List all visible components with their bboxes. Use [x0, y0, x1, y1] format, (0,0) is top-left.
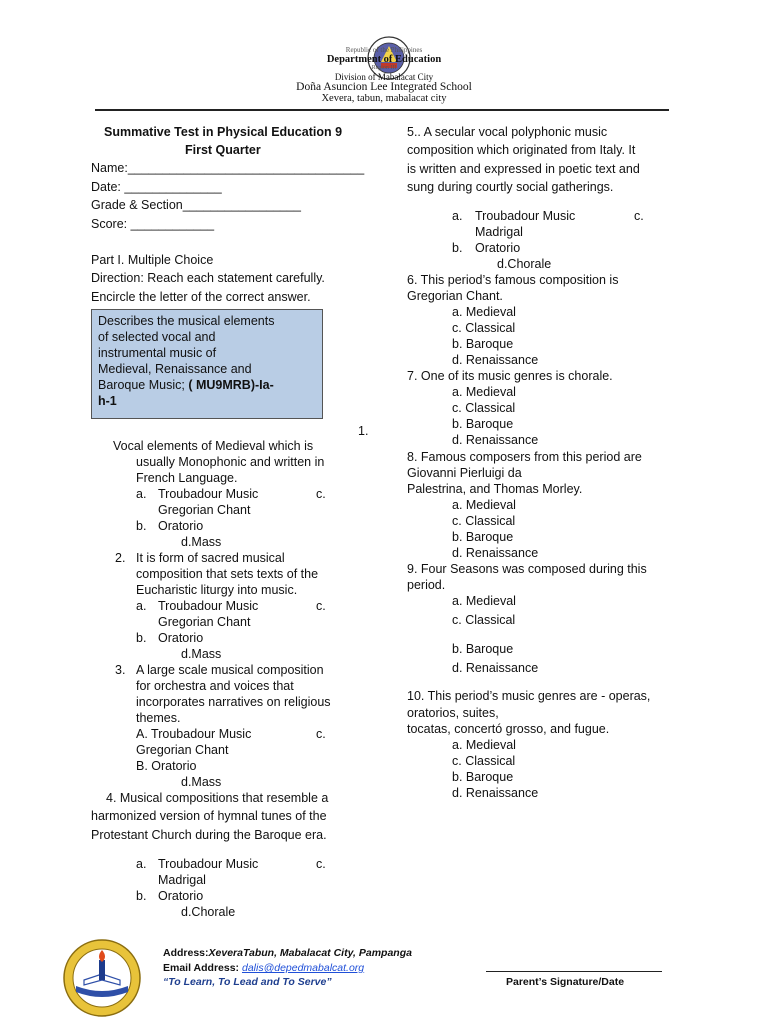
- option-text: Troubadour Music: [158, 487, 259, 501]
- footer-motto: “To Learn, To Lead and To Serve”: [163, 976, 332, 988]
- competency-box: [91, 309, 323, 419]
- date-field: Date: ______________: [91, 180, 222, 194]
- option-text: A. Troubadour Music: [136, 727, 252, 741]
- signature-label: Parent’s Signature/Date: [506, 976, 625, 988]
- question-text: 10. This period’s music genres are - operas,: [407, 689, 651, 703]
- option-text: Oratorio: [158, 889, 204, 903]
- option-text: c. Classical: [452, 754, 516, 768]
- question-text: 5.. A secular vocal polyphonic music: [407, 125, 608, 139]
- option-text: c. Classical: [452, 401, 516, 415]
- option-text: b. Baroque: [452, 337, 514, 351]
- question-text: period.: [407, 578, 446, 592]
- question-text: themes.: [136, 711, 181, 725]
- header-division: Division of Mabalacat City: [334, 72, 434, 82]
- option-letter: b.: [136, 631, 147, 645]
- header-republic: Republic of the Philippines: [345, 46, 423, 54]
- option-text: b. Baroque: [452, 417, 514, 431]
- test-title: Summative Test in Physical Education 9: [104, 125, 343, 139]
- question-text: sung during courtly social gatherings.: [407, 180, 614, 194]
- header-address: Xevera, tabun, mabalacat city: [321, 93, 447, 104]
- header-divider: [95, 109, 669, 111]
- option-text: a. Medieval: [452, 305, 516, 319]
- option-letter: a.: [452, 209, 463, 223]
- option-text: d.Mass: [181, 775, 222, 789]
- question-text: 8. Famous composers from this period are: [407, 450, 642, 464]
- option-text: Madrigal: [158, 873, 206, 887]
- option-text: b. Baroque: [452, 642, 514, 656]
- option-text: d. Renaissance: [452, 546, 539, 560]
- question-text: Palestrina, and Thomas Morley.: [407, 482, 583, 496]
- question-text: 9. Four Seasons was composed during this: [407, 562, 647, 576]
- question-text: Protestant Church during the Baroque era.: [91, 828, 327, 842]
- option-letter: b.: [136, 889, 147, 903]
- school-logo-icon: [62, 938, 142, 1018]
- option-text: a. Medieval: [452, 385, 516, 399]
- question-text: composition that sets texts of the: [136, 567, 319, 581]
- option-letter: c.: [634, 209, 644, 223]
- question-text: usually Monophonic and written in: [136, 455, 325, 469]
- option-text: a. Medieval: [452, 498, 516, 512]
- footer-address: [163, 947, 412, 959]
- email-link[interactable]: dalis@depedmabalcat.org: [241, 962, 365, 974]
- option-text: d.Mass: [181, 647, 222, 661]
- option-letter: a.: [136, 487, 147, 501]
- option-text: d.Chorale: [181, 905, 236, 919]
- competency-line: Describes the musical elements: [98, 314, 275, 328]
- question-text: 7. One of its music genres is chorale.: [407, 369, 613, 383]
- competency-code: ( MU9MRB)-Ia-: [188, 378, 274, 392]
- option-text: a. Medieval: [452, 594, 516, 608]
- option-text: Oratorio: [475, 241, 521, 255]
- option-text: d. Renaissance: [452, 786, 539, 800]
- option-text: c. Classical: [452, 514, 516, 528]
- option-text: Gregorian Chant: [158, 503, 251, 517]
- question-number: 1.: [358, 424, 369, 438]
- option-letter: c.: [316, 727, 326, 741]
- footer-address-label: Address:: [163, 947, 209, 959]
- question-text: composition which originated from Italy. It: [407, 143, 636, 157]
- question-text: Eucharistic liturgy into music.: [136, 583, 298, 597]
- question-text: Giovanni Pierluigi da: [407, 466, 522, 480]
- option-text: d.Chorale: [497, 257, 552, 271]
- header-department: Department of Education: [326, 54, 442, 65]
- option-text: c. Classical: [452, 613, 516, 627]
- grade-section-field: Grade & Section_________________: [91, 198, 301, 212]
- option-letter: c.: [316, 487, 326, 501]
- question-text: for orchestra and voices that: [136, 679, 294, 693]
- option-text: c. Classical: [452, 321, 516, 335]
- option-text: Madrigal: [475, 225, 523, 239]
- part-heading: Part I. Multiple Choice: [91, 253, 214, 267]
- option-letter: a.: [136, 857, 147, 871]
- header-school: Doña Asuncion Lee Integrated School: [296, 81, 472, 93]
- question-number: 3.: [115, 663, 126, 677]
- option-letter: b.: [452, 241, 463, 255]
- question-text: French Language.: [136, 471, 238, 485]
- competency-line: instrumental music of: [98, 346, 217, 360]
- header-region: Region III: [371, 65, 397, 71]
- competency-code-end: h-1: [98, 394, 117, 408]
- direction-line1: Direction: Reach each statement carefully.: [91, 271, 325, 285]
- question-text: 4. Musical compositions that resemble a: [106, 791, 329, 805]
- option-text: b. Baroque: [452, 770, 514, 784]
- option-text: Oratorio: [158, 519, 204, 533]
- option-text: d. Renaissance: [452, 353, 539, 367]
- option-text: d.Mass: [181, 535, 222, 549]
- footer-email: [163, 962, 364, 974]
- direction-line2: Encircle the letter of the correct answer.: [91, 290, 311, 304]
- question-text: It is form of sacred musical: [136, 551, 285, 565]
- question-text: A large scale musical composition: [136, 663, 324, 677]
- name-field: Name:__________________________________: [91, 161, 365, 175]
- question-text: incorporates narratives on religious: [136, 695, 331, 709]
- question-text: harmonized version of hymnal tunes of the: [91, 809, 327, 823]
- option-text: Troubadour Music: [158, 857, 259, 871]
- question-text: tocatas, concertó grosso, and fugue.: [407, 722, 610, 736]
- option-text: Oratorio: [158, 631, 204, 645]
- signature-line: [486, 971, 662, 972]
- option-letter: c.: [316, 857, 326, 871]
- question-text: Gregorian Chant.: [407, 289, 503, 303]
- option-letter: b.: [136, 519, 147, 533]
- option-text: B. Oratorio: [136, 759, 197, 773]
- option-text: Gregorian Chant: [158, 615, 251, 629]
- option-text: Troubadour Music: [158, 599, 259, 613]
- competency-text: Baroque Music;: [98, 378, 189, 392]
- competency-line: of selected vocal and: [98, 330, 216, 344]
- option-text: b. Baroque: [452, 530, 514, 544]
- option-letter: c.: [316, 599, 326, 613]
- question-text: Vocal elements of Medieval which is: [113, 439, 314, 453]
- footer-email-label: Email Address:: [163, 962, 242, 974]
- option-text: d. Renaissance: [452, 433, 539, 447]
- competency-line: Medieval, Renaissance and: [98, 362, 252, 376]
- footer-address-value: XeveraTabun, Mabalacat City, Pampanga: [208, 947, 412, 959]
- option-text: a. Medieval: [452, 738, 516, 752]
- question-number: 2.: [115, 551, 126, 565]
- option-text: Gregorian Chant: [136, 743, 229, 757]
- question-text: oratorios, suites,: [407, 706, 499, 720]
- option-text: d. Renaissance: [452, 661, 539, 675]
- question-text: is written and expressed in poetic text and: [407, 162, 640, 176]
- option-text: Troubadour Music: [475, 209, 576, 223]
- test-subtitle: First Quarter: [185, 143, 261, 157]
- question-text: 6. This period’s famous composition is: [407, 273, 619, 287]
- score-field: Score: ____________: [91, 217, 215, 231]
- option-letter: a.: [136, 599, 147, 613]
- competency-line: [98, 377, 316, 393]
